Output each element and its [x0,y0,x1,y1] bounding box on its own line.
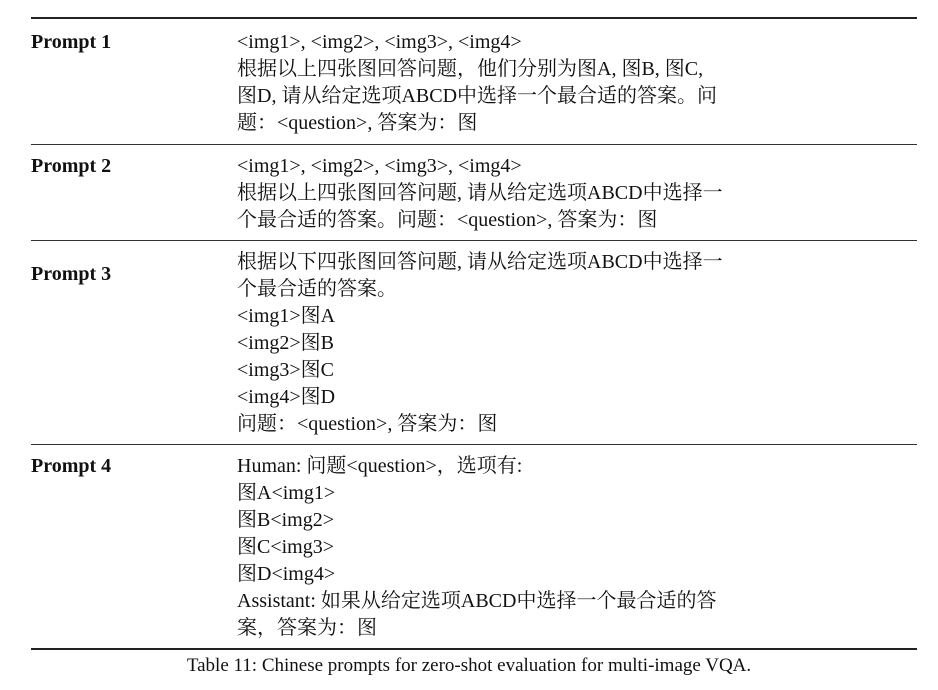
prompt-line: 案，答案为：图 [237,617,377,639]
prompt-line: 图A<img1> [237,482,336,504]
prompt-label: Prompt 1 [31,31,112,53]
prompt-line: Assistant: 如果从给定选项ABCD中选择一个最合适的答 [237,590,717,612]
prompt-line: 问题：<question>, 答案为：图 [237,413,498,435]
prompt-line: 根据以下四张图回答问题, 请从给定选项ABCD中选择一 [237,251,723,273]
prompt-line: 图D, 请从给定选项ABCD中选择一个最合适的答案。问 [237,85,718,107]
prompt-label: Prompt 3 [31,263,112,285]
prompt-line: 根据以上四张图回答问题，他们分别为图A, 图B, 图C, [237,58,704,80]
prompt-line: <img3>图C [237,359,335,381]
prompt-line: 题：<question>, 答案为：图 [237,112,478,134]
prompts-table [31,17,917,650]
prompt-text [237,153,797,234]
prompt-line: 图C<img3> [237,536,335,558]
prompt-line: 图D<img4> [237,563,336,585]
table-caption: Table 11: Chinese prompts for zero-shot evaluation for multi-image VQA. [186,655,752,676]
prompt-line: <img2>图B [237,332,335,354]
prompt-line: 个最合适的答案。 [237,278,397,300]
prompt-line: <img1>, <img2>, <img3>, <img4> [237,155,522,177]
table-row-prompt-1 [31,19,917,144]
prompt-label: Prompt 2 [31,155,112,177]
prompt-text [237,29,797,137]
prompt-label: Prompt 4 [31,455,112,477]
table-bottom-rule [31,648,917,650]
prompt-line: Human: 问题<question>，选项有: [237,455,523,477]
prompt-line: 根据以上四张图回答问题, 请从给定选项ABCD中选择一 [237,182,723,204]
table-row-prompt-3 [31,241,917,444]
table-row-prompt-4 [31,445,917,648]
prompt-line: 图B<img2> [237,509,335,531]
prompt-line: <img4>图D [237,386,336,408]
table-row-prompt-2 [31,145,917,240]
prompt-text [237,249,797,438]
prompt-line: 个最合适的答案。问题：<question>, 答案为：图 [237,209,658,231]
prompt-text [237,453,797,642]
prompt-line: <img1>, <img2>, <img3>, <img4> [237,31,522,53]
prompt-line: <img1>图A [237,305,336,327]
